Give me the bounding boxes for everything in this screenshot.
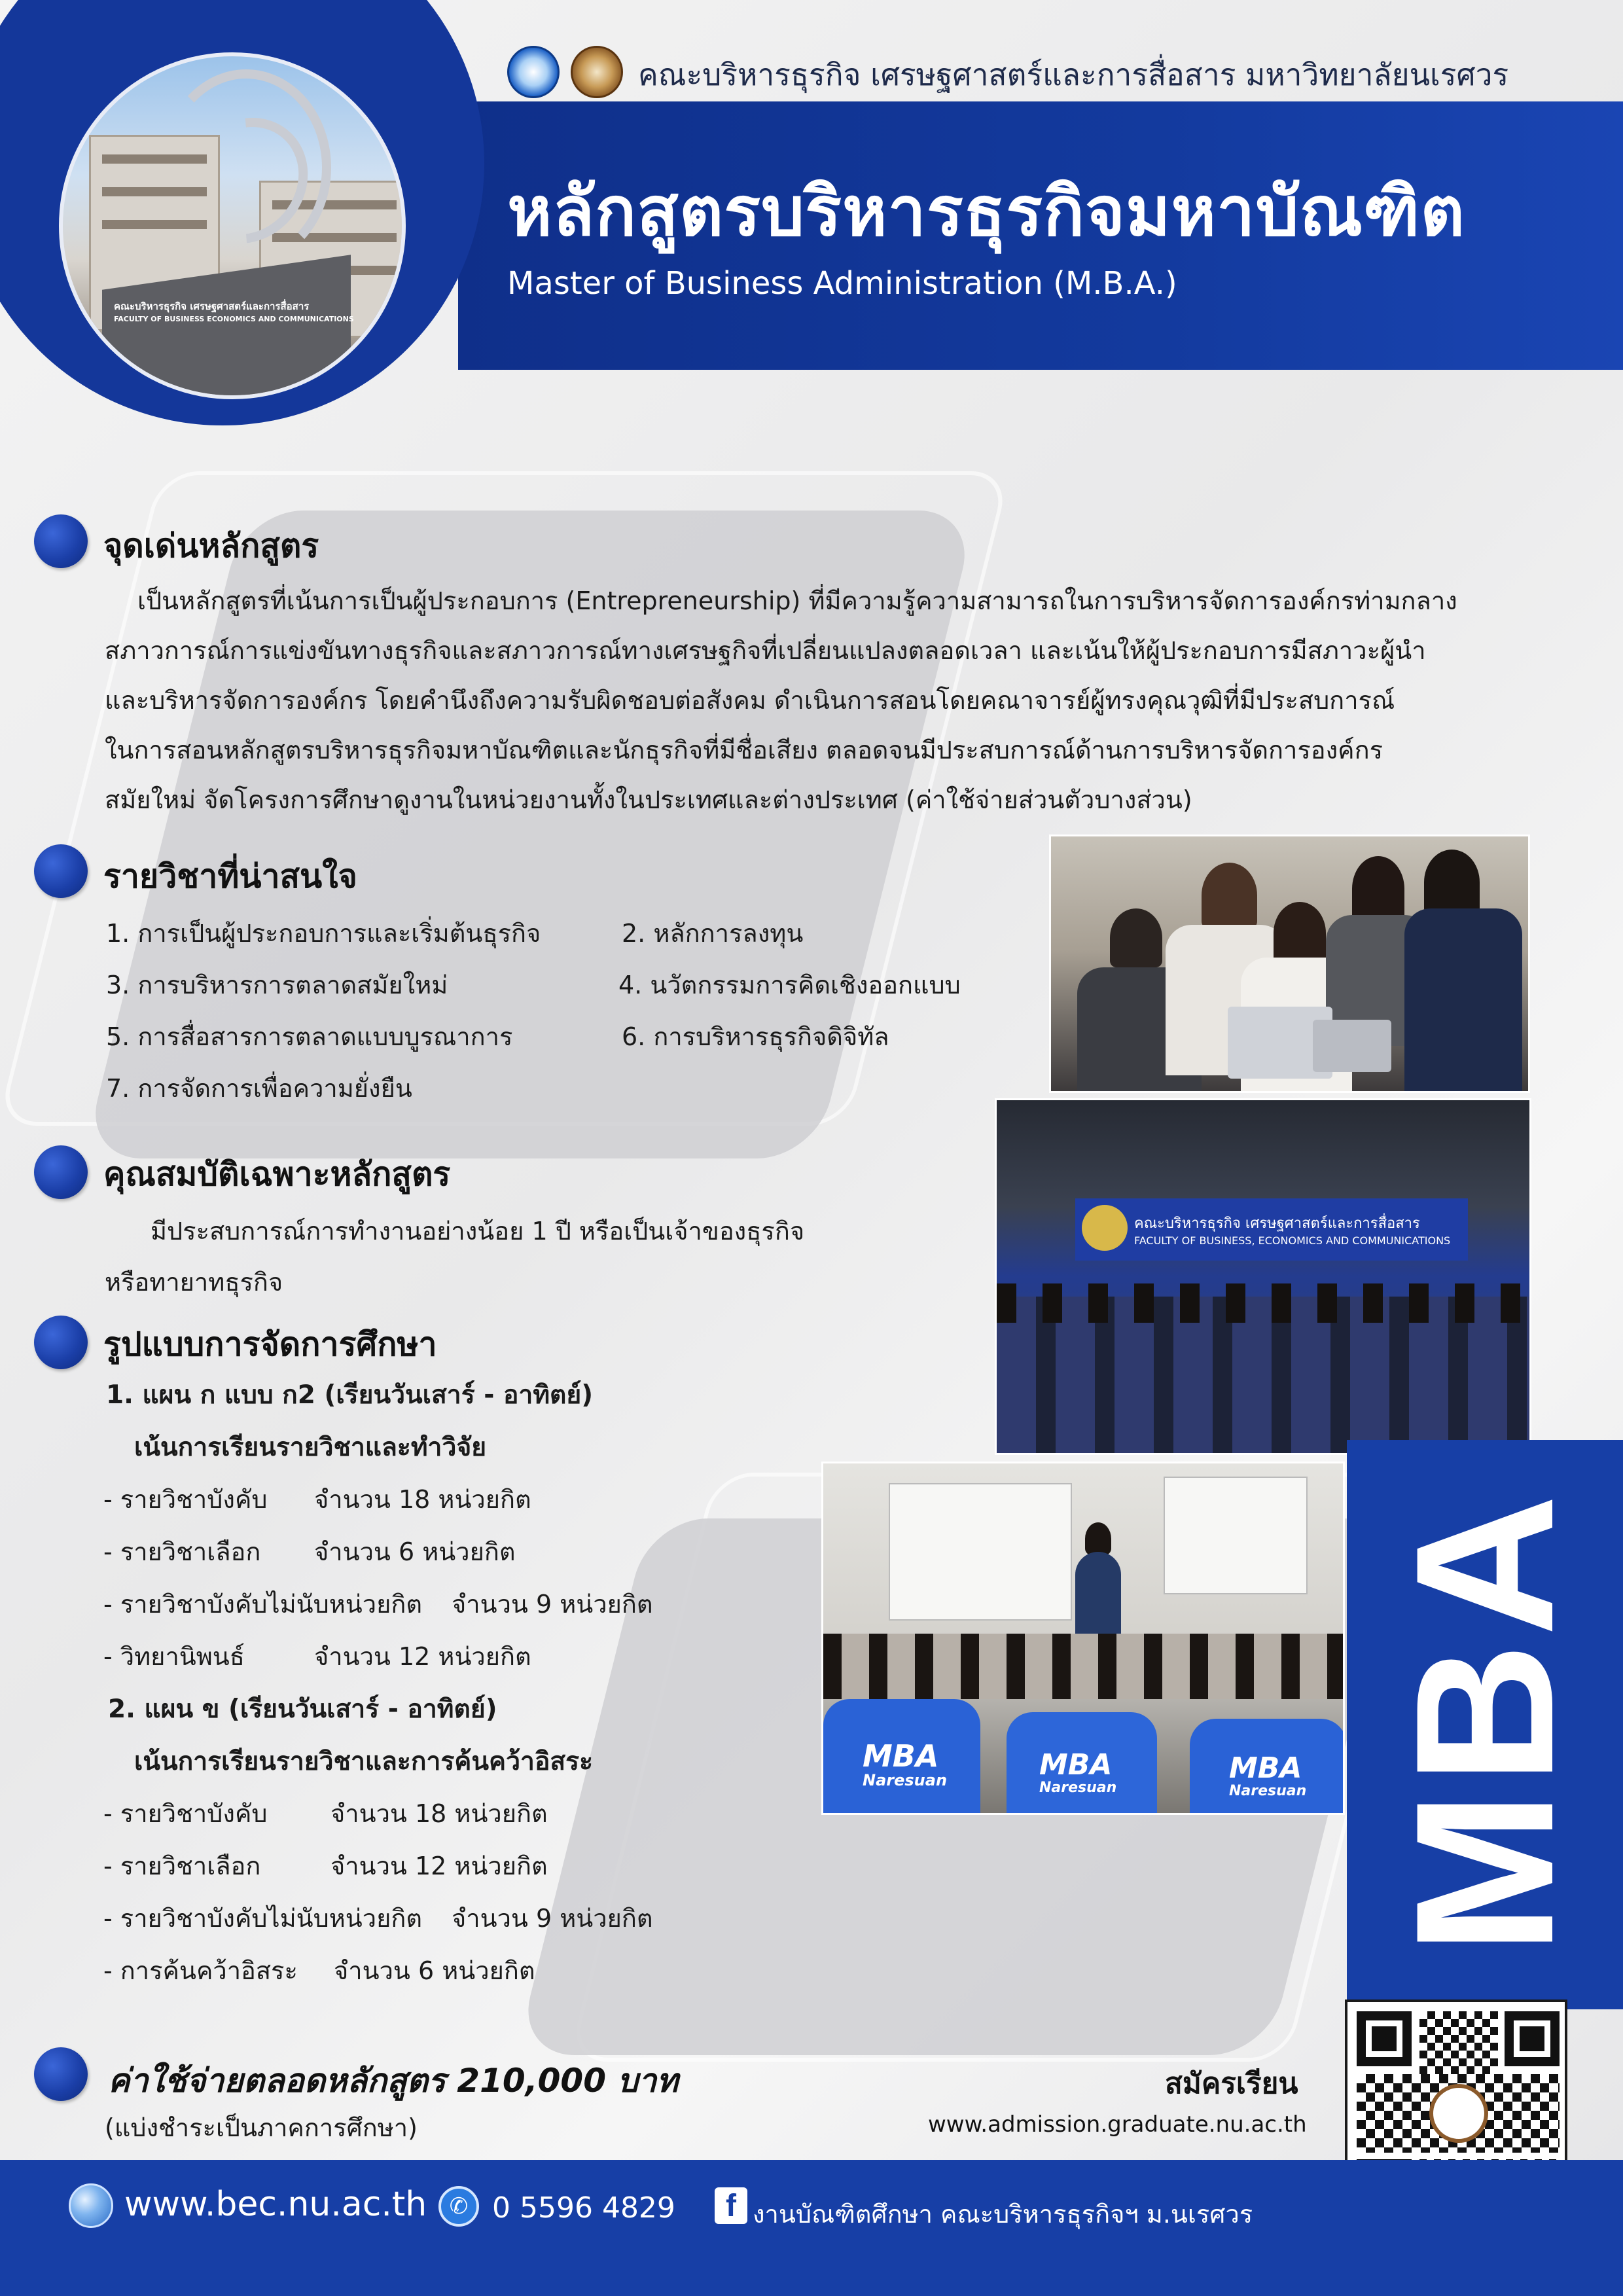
faculty-logo-icon (571, 46, 623, 98)
plan-a-row-amount: จำนวน 18 หน่วยกิต (314, 1485, 531, 1514)
plan-a-row-amount: จำนวน 9 หน่วยกิต (452, 1590, 653, 1619)
stage-banner-th: คณะบริหารธุรกิจ เศรษฐศาสตร์และการสื่อสาร (1134, 1215, 1420, 1232)
audience-heads (997, 1283, 1531, 1323)
section-title-highlights: จุดเด่นหลักสูตร (103, 527, 319, 565)
course-item: 5. การสื่อสารการตลาดแบบบูรณาการ (106, 1022, 513, 1051)
course-item: 2. หลักการลงทุน (622, 919, 804, 948)
qr-finder-center (1520, 2026, 1544, 2051)
plan-b-row-amount: จำนวน 12 หน่วยกิต (330, 1852, 548, 1880)
section-title-study-format: รูปแบบการจัดการศึกษา (103, 1325, 437, 1363)
section-bullet-icon (34, 844, 88, 898)
lecturer (1075, 1552, 1121, 1643)
plan-b-row-amount: จำนวน 9 หน่วยกิต (452, 1904, 653, 1933)
fee-title: ค่าใช้จ่ายตลอดหลักสูตร 210,000 บาท (108, 2062, 679, 2100)
course-item: 4. นวัตกรรมการคิดเชิงออกแบบ (618, 971, 961, 999)
shirt-subtext: Naresuan (1039, 1780, 1117, 1796)
course-item: 1. การเป็นผู้ประกอบการและเริ่มต้นธุรกิจ (106, 919, 541, 948)
laptop (1313, 1020, 1391, 1072)
section-bullet-icon (34, 1145, 88, 1199)
course-item: 6. การบริหารธุรกิจดิจิทัล (622, 1022, 889, 1051)
plan-a-row-name: - รายวิชาบังคับไม่นับหน่วยกิต (103, 1590, 423, 1619)
plan-a-row-name: - วิทยานิพนธ์ (103, 1642, 245, 1671)
organization-name: คณะบริหารธุรกิจ เศรษฐศาสตร์และการสื่อสาร มหาวิทยาลัยนเรศวร (638, 57, 1509, 92)
qualification-line: มีประสบการณ์การทำงานอย่างน้อย 1 ปี หรือเป็นเจ้าของธุรกิจ (151, 1217, 805, 1246)
plan-b-row-name: - การค้นคว้าอิสระ (103, 1956, 298, 1985)
section-bullet-icon (34, 1316, 88, 1369)
student (1110, 908, 1162, 967)
plan-b-row-name: - รายวิชาบังคับไม่นับหน่วยกิต (103, 1904, 423, 1933)
pedestal-caption-en: FACULTY OF BUSINESS ECONOMICS AND COMMUNICATIONS (114, 315, 354, 323)
apply-label: สมัครเรียน (1165, 2067, 1298, 2100)
mba-vertical-label: MBA (1374, 1488, 1594, 1955)
plan-b-row-amount: จำนวน 6 หน่วยกิต (334, 1956, 535, 1985)
qualification-line: หรือทายาทธุรกิจ (105, 1268, 283, 1297)
section-bullet-icon (34, 2047, 88, 2101)
program-title-thai: หลักสูตรบริหารธุรกิจมหาบัณฑิต (507, 171, 1465, 251)
phone-icon: ✆ (438, 2186, 479, 2227)
footer-facebook[interactable]: งานบัณฑิตศึกษา คณะบริหารธุรกิจฯ ม.นเรศวร (753, 2200, 1253, 2229)
building-photo (59, 52, 406, 399)
section-bullet-icon (34, 514, 88, 568)
shirt-subtext: Naresuan (863, 1771, 948, 1789)
course-item: 7. การจัดการเพื่อความยั่งยืน (106, 1074, 412, 1103)
shirt-text: MBA (863, 1738, 939, 1774)
plan-b-subtitle: เน้นการเรียนรายวิชาและการค้นคว้าอิสระ (134, 1747, 594, 1776)
highlights-line: ในการสอนหลักสูตรบริหารธุรกิจมหาบัณฑิตและนักธุรกิจที่มีชื่อเสียง ตลอดจนมีประสบการณ์ด้านการบริหารจัดการองค์กร (105, 736, 1383, 764)
plan-a-row-amount: จำนวน 12 หน่วยกิต (314, 1642, 531, 1671)
apply-url[interactable]: www.admission.graduate.nu.ac.th (928, 2111, 1307, 2138)
highlights-line: สภาวการณ์การแข่งขันทางธุรกิจและสภาวการณ์ทางเศรษฐกิจที่เปลี่ยนแปลงตลอดเวลา และเน้นให้ผู้ประกอบการมีสภาวะผู้นำ (105, 636, 1426, 665)
plan-b-title: 2. แผน ข (เรียนวันเสาร์ - อาทิตย์) (108, 1695, 497, 1724)
plan-a-row-name: - รายวิชาเลือก (103, 1537, 261, 1566)
footer-phone[interactable]: 0 5596 4829 (492, 2191, 675, 2225)
photo-auditorium (995, 1098, 1531, 1455)
shirt-text: MBA (1229, 1751, 1302, 1785)
facebook-icon: f (715, 2187, 747, 2224)
qr-finder-center (1372, 2026, 1397, 2051)
shirt-subtext: Naresuan (1229, 1783, 1307, 1799)
highlights-line: และบริหารจัดการองค์กร โดยคำนึงถึงความรับผิดชอบต่อสังคม ดำเนินการสอนโดยคณาจารย์ผู้ทรงคุณวุฒิที่มีประสบการณ์ (105, 686, 1395, 715)
student (1274, 902, 1326, 964)
faculty-logo-icon (1429, 2084, 1488, 2143)
student (1352, 856, 1404, 922)
plan-b-row-amount: จำนวน 18 หน่วยกิต (330, 1799, 548, 1828)
stage-logo-icon (1082, 1205, 1128, 1251)
plan-b-row-name: - รายวิชาบังคับ (103, 1799, 268, 1828)
plan-a-title: 1. แผน ก แบบ ก2 (เรียนวันเสาร์ - อาทิตย์) (106, 1380, 594, 1410)
plan-b-row-name: - รายวิชาเลือก (103, 1852, 261, 1880)
fee-note: (แบ่งชำระเป็นภาคการศึกษา) (105, 2113, 418, 2142)
projection-screen (1164, 1477, 1308, 1594)
highlights-line: สมัยใหม่ จัดโครงการศึกษาดูงานในหน่วยงานทั้งในประเทศและต่างประเทศ (ค่าใช้จ่ายส่วนตัวบางส่วน) (105, 785, 1192, 814)
students-rows (823, 1634, 1345, 1699)
globe-icon (69, 2183, 113, 2228)
nu-logo-icon (507, 46, 560, 98)
photo-students-group (1049, 834, 1530, 1093)
footer-website[interactable]: www.bec.nu.ac.th (124, 2185, 427, 2224)
highlights-line: เป็นหลักสูตรที่เน้นการเป็นผู้ประกอบการ (Entrepreneurship) ที่มีความรู้ความสามารถในการบริหารจัดการองค์กรท่ามกลาง (137, 586, 1457, 615)
section-title-courses: รายวิชาที่น่าสนใจ (103, 857, 357, 895)
projection-screen (889, 1483, 1072, 1621)
pedestal-caption-th: คณะบริหารธุรกิจ เศรษฐศาสตร์และการสื่อสาร (114, 300, 310, 312)
student (1404, 908, 1522, 1093)
plan-a-row-name: - รายวิชาบังคับ (103, 1485, 268, 1514)
lecturer (1085, 1522, 1111, 1555)
shirt-text: MBA (1039, 1748, 1113, 1782)
program-title-english: Master of Business Administration (M.B.A.) (507, 265, 1177, 302)
section-title-qualification: คุณสมบัติเฉพาะหลักสูตร (103, 1155, 451, 1193)
plan-a-row-amount: จำนวน 6 หน่วยกิต (314, 1537, 516, 1566)
qr-modules (1419, 2011, 1498, 2077)
stage-banner-en: FACULTY OF BUSINESS, ECONOMICS AND COMMUNICATIONS (1134, 1234, 1451, 1247)
student (1424, 850, 1480, 915)
highlights-text (105, 576, 1571, 825)
student (1202, 863, 1257, 928)
plan-a-subtitle: เน้นการเรียนรายวิชาและทำวิจัย (134, 1433, 487, 1462)
course-item: 3. การบริหารการตลาดสมัยใหม่ (106, 971, 448, 999)
photo-classroom (821, 1462, 1345, 1815)
